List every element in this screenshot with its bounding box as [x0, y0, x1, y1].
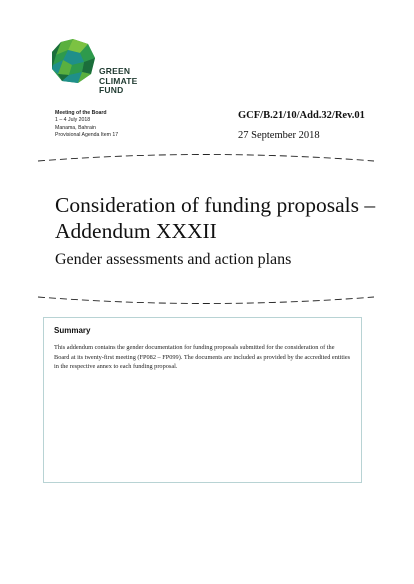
document-date: 27 September 2018 [238, 130, 320, 141]
document-subtitle: Gender assessments and action plans [55, 251, 292, 268]
summary-heading: Summary [54, 326, 91, 335]
top-separator [36, 151, 376, 163]
gcf-logo [50, 38, 180, 98]
document-reference: GCF/B.21/10/Add.32/Rev.01 [238, 110, 365, 121]
logo-line-fund: FUND [99, 85, 124, 95]
logo-wordmark [99, 67, 138, 96]
meeting-dates: 1 – 4 July 2018 [55, 117, 91, 124]
meeting-heading: Meeting of the Board [55, 110, 107, 116]
document-title: Consideration of funding proposals – Addendum XXXII [55, 193, 376, 243]
meeting-agenda: Provisional Agenda Item 17 [55, 132, 119, 139]
logo-line-climate: CLIMATE [99, 75, 138, 86]
meeting-info [55, 110, 118, 140]
summary-box [43, 317, 362, 483]
summary-text: This addendum contains the gender documentation for funding proposals submitted for the consideration of the Board at its twenty-first meeting (FP082 – FP099). The documents are included as provided by the accredited entities in the respective annex to each funding proposal. [54, 344, 351, 371]
bottom-separator [36, 295, 376, 307]
logo-line-green: GREEN [99, 66, 131, 76]
green-climate-fund-globe-icon [50, 38, 96, 84]
meeting-location: Manama, Bahrain [55, 124, 96, 131]
